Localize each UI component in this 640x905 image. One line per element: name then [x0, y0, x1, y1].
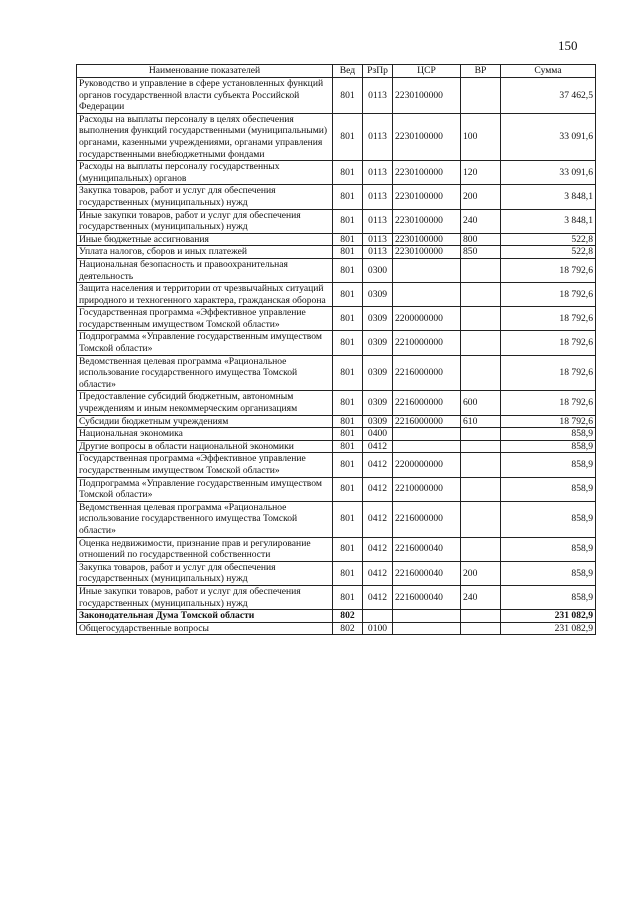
cell-rzpr: 0412	[363, 501, 393, 537]
table-row	[77, 185, 596, 209]
cell-ved: 801	[333, 161, 363, 185]
cell-csr: 2230100000	[393, 113, 461, 160]
table-row	[77, 209, 596, 233]
cell-csr: 2216000040	[393, 561, 461, 585]
cell-rzpr: 0113	[363, 233, 393, 246]
cell-name: Оценка недвижимости, признание прав и регулирование отношений по государственной собственности	[77, 537, 333, 561]
table-row	[77, 453, 596, 477]
cell-vr	[461, 440, 501, 453]
cell-name: Государственная программа «Эффективное управление государственным имуществом Томской области»	[77, 307, 333, 331]
cell-vr: 240	[461, 585, 501, 609]
cell-csr: 2216000000	[393, 355, 461, 391]
cell-ved: 801	[333, 209, 363, 233]
cell-csr: 2230100000	[393, 233, 461, 246]
cell-rzpr: 0412	[363, 585, 393, 609]
cell-ved: 801	[333, 233, 363, 246]
cell-csr: 2200000000	[393, 307, 461, 331]
cell-vr: 200	[461, 185, 501, 209]
cell-sum: 18 792,6	[501, 258, 596, 282]
cell-vr	[461, 610, 501, 623]
cell-vr	[461, 622, 501, 635]
cell-ved: 801	[333, 355, 363, 391]
header-rzpr: РзПр	[363, 65, 393, 78]
table-row	[77, 391, 596, 415]
table-row	[77, 355, 596, 391]
table-row	[77, 161, 596, 185]
cell-csr: 2230100000	[393, 185, 461, 209]
cell-csr: 2230100000	[393, 246, 461, 259]
cell-name: Государственная программа «Эффективное управление государственным имуществом Томской области»	[77, 453, 333, 477]
header-name: Наименование показателей	[77, 65, 333, 78]
cell-sum: 858,9	[501, 501, 596, 537]
cell-ved: 802	[333, 610, 363, 623]
cell-rzpr: 0412	[363, 537, 393, 561]
table-row	[77, 477, 596, 501]
cell-rzpr: 0309	[363, 307, 393, 331]
table-row	[77, 537, 596, 561]
cell-sum: 33 091,6	[501, 113, 596, 160]
cell-sum: 858,9	[501, 561, 596, 585]
table-row	[77, 307, 596, 331]
cell-rzpr: 0412	[363, 477, 393, 501]
cell-sum: 18 792,6	[501, 415, 596, 428]
cell-rzpr: 0412	[363, 440, 393, 453]
cell-name: Закупка товаров, работ и услуг для обеспечения государственных (муниципальных) нужд	[77, 185, 333, 209]
cell-rzpr: 0412	[363, 453, 393, 477]
cell-csr: 2230100000	[393, 78, 461, 114]
cell-vr	[461, 78, 501, 114]
cell-name: Подпрограмма «Управление государственным имуществом Томской области»	[77, 331, 333, 355]
cell-rzpr: 0113	[363, 113, 393, 160]
cell-ved: 801	[333, 501, 363, 537]
cell-ved: 801	[333, 113, 363, 160]
cell-sum: 18 792,6	[501, 283, 596, 307]
cell-vr	[461, 453, 501, 477]
cell-name: Иные бюджетные ассигнования	[77, 233, 333, 246]
cell-sum: 3 848,1	[501, 209, 596, 233]
cell-csr: 2200000000	[393, 453, 461, 477]
header-sum: Сумма	[501, 65, 596, 78]
cell-sum: 33 091,6	[501, 161, 596, 185]
cell-ved: 801	[333, 246, 363, 259]
cell-csr	[393, 258, 461, 282]
cell-csr	[393, 622, 461, 635]
cell-ved: 801	[333, 453, 363, 477]
cell-name: Предоставление субсидий бюджетным, автономным учреждениям и иным некоммерческим организациям	[77, 391, 333, 415]
cell-sum: 858,9	[501, 428, 596, 441]
cell-name: Общегосударственные вопросы	[77, 622, 333, 635]
cell-ved: 801	[333, 561, 363, 585]
cell-name: Ведомственная целевая программа «Рациональное использование государственного имущества Томской области»	[77, 355, 333, 391]
cell-vr	[461, 537, 501, 561]
cell-vr: 240	[461, 209, 501, 233]
cell-rzpr: 0400	[363, 428, 393, 441]
cell-csr	[393, 428, 461, 441]
cell-rzpr: 0113	[363, 246, 393, 259]
cell-vr: 850	[461, 246, 501, 259]
cell-rzpr: 0309	[363, 331, 393, 355]
cell-vr: 610	[461, 415, 501, 428]
cell-name: Защита населения и территории от чрезвычайных ситуаций природного и техногенного характера, гражданская оборона	[77, 283, 333, 307]
cell-vr	[461, 477, 501, 501]
cell-sum: 522,8	[501, 233, 596, 246]
cell-csr: 2216000000	[393, 391, 461, 415]
cell-ved: 802	[333, 622, 363, 635]
cell-sum: 37 462,5	[501, 78, 596, 114]
table-row	[77, 331, 596, 355]
cell-vr: 200	[461, 561, 501, 585]
cell-ved: 801	[333, 585, 363, 609]
table-row	[77, 246, 596, 259]
cell-name: Закупка товаров, работ и услуг для обеспечения государственных (муниципальных) нужд	[77, 561, 333, 585]
table-header-row	[77, 65, 596, 78]
cell-csr: 2210000000	[393, 331, 461, 355]
cell-rzpr: 0309	[363, 283, 393, 307]
cell-name: Национальная безопасность и правоохранительная деятельность	[77, 258, 333, 282]
cell-sum: 231 082,9	[501, 610, 596, 623]
table-row	[77, 258, 596, 282]
cell-rzpr: 0309	[363, 415, 393, 428]
cell-rzpr: 0309	[363, 391, 393, 415]
cell-sum: 231 082,9	[501, 622, 596, 635]
table-row	[77, 113, 596, 160]
cell-name: Иные закупки товаров, работ и услуг для обеспечения государственных (муниципальных) нужд	[77, 209, 333, 233]
cell-csr: 2216000040	[393, 537, 461, 561]
cell-ved: 801	[333, 78, 363, 114]
cell-sum: 858,9	[501, 453, 596, 477]
cell-rzpr: 0300	[363, 258, 393, 282]
table-body	[77, 78, 596, 635]
table-row	[77, 428, 596, 441]
cell-csr: 2216000000	[393, 415, 461, 428]
table-row	[77, 622, 596, 635]
cell-vr	[461, 307, 501, 331]
cell-rzpr: 0100	[363, 622, 393, 635]
cell-rzpr: 0309	[363, 355, 393, 391]
cell-rzpr: 0113	[363, 209, 393, 233]
cell-name: Уплата налогов, сборов и иных платежей	[77, 246, 333, 259]
cell-name: Национальная экономика	[77, 428, 333, 441]
table-row	[77, 585, 596, 609]
cell-sum: 18 792,6	[501, 355, 596, 391]
cell-name: Ведомственная целевая программа «Рациональное использование государственного имущества Томской области»	[77, 501, 333, 537]
cell-ved: 801	[333, 307, 363, 331]
cell-vr: 800	[461, 233, 501, 246]
header-csr: ЦСР	[393, 65, 461, 78]
table-row	[77, 283, 596, 307]
cell-sum: 858,9	[501, 537, 596, 561]
cell-name: Руководство и управление в сфере установленных функций органов государственной власти субъекта Российской Федерации	[77, 78, 333, 114]
cell-rzpr	[363, 610, 393, 623]
page-number: 150	[558, 38, 578, 53]
cell-sum: 18 792,6	[501, 307, 596, 331]
cell-sum: 858,9	[501, 440, 596, 453]
cell-vr	[461, 283, 501, 307]
table-row	[77, 501, 596, 537]
table-row	[77, 415, 596, 428]
cell-name: Расходы на выплаты персоналу государственных (муниципальных) органов	[77, 161, 333, 185]
cell-csr: 2230100000	[393, 161, 461, 185]
cell-ved: 801	[333, 415, 363, 428]
cell-csr: 2216000000	[393, 501, 461, 537]
cell-sum: 18 792,6	[501, 391, 596, 415]
cell-ved: 801	[333, 258, 363, 282]
cell-ved: 801	[333, 428, 363, 441]
cell-ved: 801	[333, 283, 363, 307]
cell-csr	[393, 440, 461, 453]
cell-csr: 2210000000	[393, 477, 461, 501]
cell-sum: 858,9	[501, 585, 596, 609]
cell-rzpr: 0113	[363, 78, 393, 114]
cell-name: Законодательная Дума Томской области	[77, 610, 333, 623]
cell-vr	[461, 428, 501, 441]
cell-vr: 120	[461, 161, 501, 185]
cell-vr	[461, 355, 501, 391]
cell-csr	[393, 610, 461, 623]
cell-rzpr: 0113	[363, 185, 393, 209]
cell-ved: 801	[333, 391, 363, 415]
cell-vr: 100	[461, 113, 501, 160]
cell-sum: 3 848,1	[501, 185, 596, 209]
cell-csr	[393, 283, 461, 307]
cell-csr: 2216000040	[393, 585, 461, 609]
cell-vr	[461, 331, 501, 355]
table-row	[77, 78, 596, 114]
cell-vr	[461, 258, 501, 282]
cell-rzpr: 0412	[363, 561, 393, 585]
cell-ved: 801	[333, 185, 363, 209]
cell-name: Расходы на выплаты персоналу в целях обеспечения выполнения функций государственными (муниципальными) органами, казенными учреждениями, органами управления государственными внебюджетными фондами	[77, 113, 333, 160]
cell-sum: 18 792,6	[501, 331, 596, 355]
cell-ved: 801	[333, 440, 363, 453]
cell-sum: 522,8	[501, 246, 596, 259]
header-vr: ВР	[461, 65, 501, 78]
cell-name: Иные закупки товаров, работ и услуг для обеспечения государственных (муниципальных) нужд	[77, 585, 333, 609]
cell-name: Подпрограмма «Управление государственным имуществом Томской области»	[77, 477, 333, 501]
cell-csr: 2230100000	[393, 209, 461, 233]
table-row	[77, 440, 596, 453]
cell-name: Субсидии бюджетным учреждениям	[77, 415, 333, 428]
table-row	[77, 610, 596, 623]
budget-table	[76, 64, 596, 635]
cell-name: Другие вопросы в области национальной экономики	[77, 440, 333, 453]
cell-ved: 801	[333, 477, 363, 501]
table-row	[77, 561, 596, 585]
cell-sum: 858,9	[501, 477, 596, 501]
cell-vr	[461, 501, 501, 537]
table-row	[77, 233, 596, 246]
cell-ved: 801	[333, 331, 363, 355]
cell-rzpr: 0113	[363, 161, 393, 185]
cell-vr: 600	[461, 391, 501, 415]
cell-ved: 801	[333, 537, 363, 561]
header-ved: Вед	[333, 65, 363, 78]
